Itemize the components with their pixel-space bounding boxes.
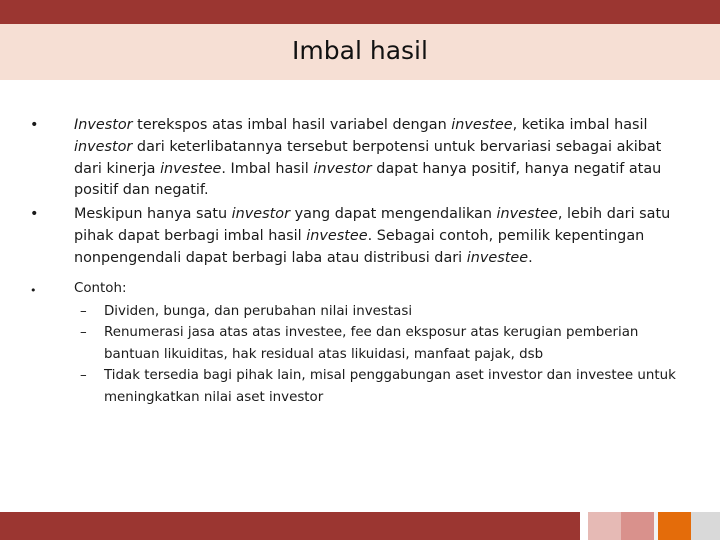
text-run: Meskipun hanya satu (74, 206, 232, 223)
text-run: , lebih dari satu pihak dapat berbagi imbal hasil (74, 206, 671, 244)
italic-term: investor (74, 138, 133, 155)
bullet-marker: • (30, 206, 39, 223)
example-label: Contoh: (74, 280, 127, 296)
slide-content (30, 115, 680, 408)
italic-term: investee (496, 206, 558, 223)
sub-item-text: Tidak tersedia bagi pihak lain, misal penggabungan aset investor dan investee untuk meningkatkan nilai aset investor (104, 368, 676, 405)
decor-square (691, 512, 720, 540)
text-run: dari keterlibatannya tersebut berpotensi untuk bervariasi sebagai akibat dari kinerja (74, 138, 662, 177)
bullet-text (74, 206, 670, 266)
sub-item (30, 301, 680, 323)
dash-marker: – (80, 325, 87, 341)
dash-marker: – (80, 303, 87, 319)
text-run: , ketika imbal hasil (512, 117, 648, 133)
decor-square (658, 512, 691, 540)
italic-term: investor (231, 206, 291, 223)
sub-item (30, 322, 680, 365)
bullet-2 (30, 204, 680, 269)
bottom-bar (0, 512, 580, 540)
italic-term: investee (466, 249, 529, 266)
text-run: . Sebagai contoh, pemilik kepentingan nonpengendali dapat berbagi laba atau distribusi dari (74, 227, 645, 266)
decor-square (588, 512, 621, 540)
sub-item-text: Renumerasi jasa atas atas investee, fee dan eksposur atas kerugian pemberian bantuan likuiditas, hak residual atas likuidasi, manfaat pajak, dsb (104, 325, 639, 362)
bullet-1 (30, 115, 680, 202)
decor-square (621, 512, 654, 540)
slide-title: Imbal hasil (292, 36, 428, 65)
bullet-text (74, 117, 661, 198)
text-run: yang dapat mengendalikan (290, 206, 497, 223)
sub-item-text: Dividen, bunga, dan perubahan nilai investasi (104, 303, 413, 319)
bullet-marker: • (30, 283, 37, 297)
bullet-example (30, 279, 680, 299)
text-run: dapat hanya positif, hanya negatif atau positif dan negatif. (74, 160, 662, 199)
text-run: . (528, 249, 533, 266)
sub-item (30, 365, 680, 408)
italic-term: investee (160, 160, 222, 177)
bullet-marker: • (30, 117, 39, 133)
italic-term: investee (306, 227, 368, 244)
italic-term: Investor (74, 117, 133, 133)
dash-marker: – (80, 368, 87, 384)
text-run: . Imbal hasil (221, 160, 314, 177)
top-bar (0, 0, 720, 24)
italic-term: investee (451, 117, 513, 133)
text-run: terekspos atas imbal hasil variabel dengan (132, 117, 452, 133)
italic-term: investor (313, 160, 372, 177)
